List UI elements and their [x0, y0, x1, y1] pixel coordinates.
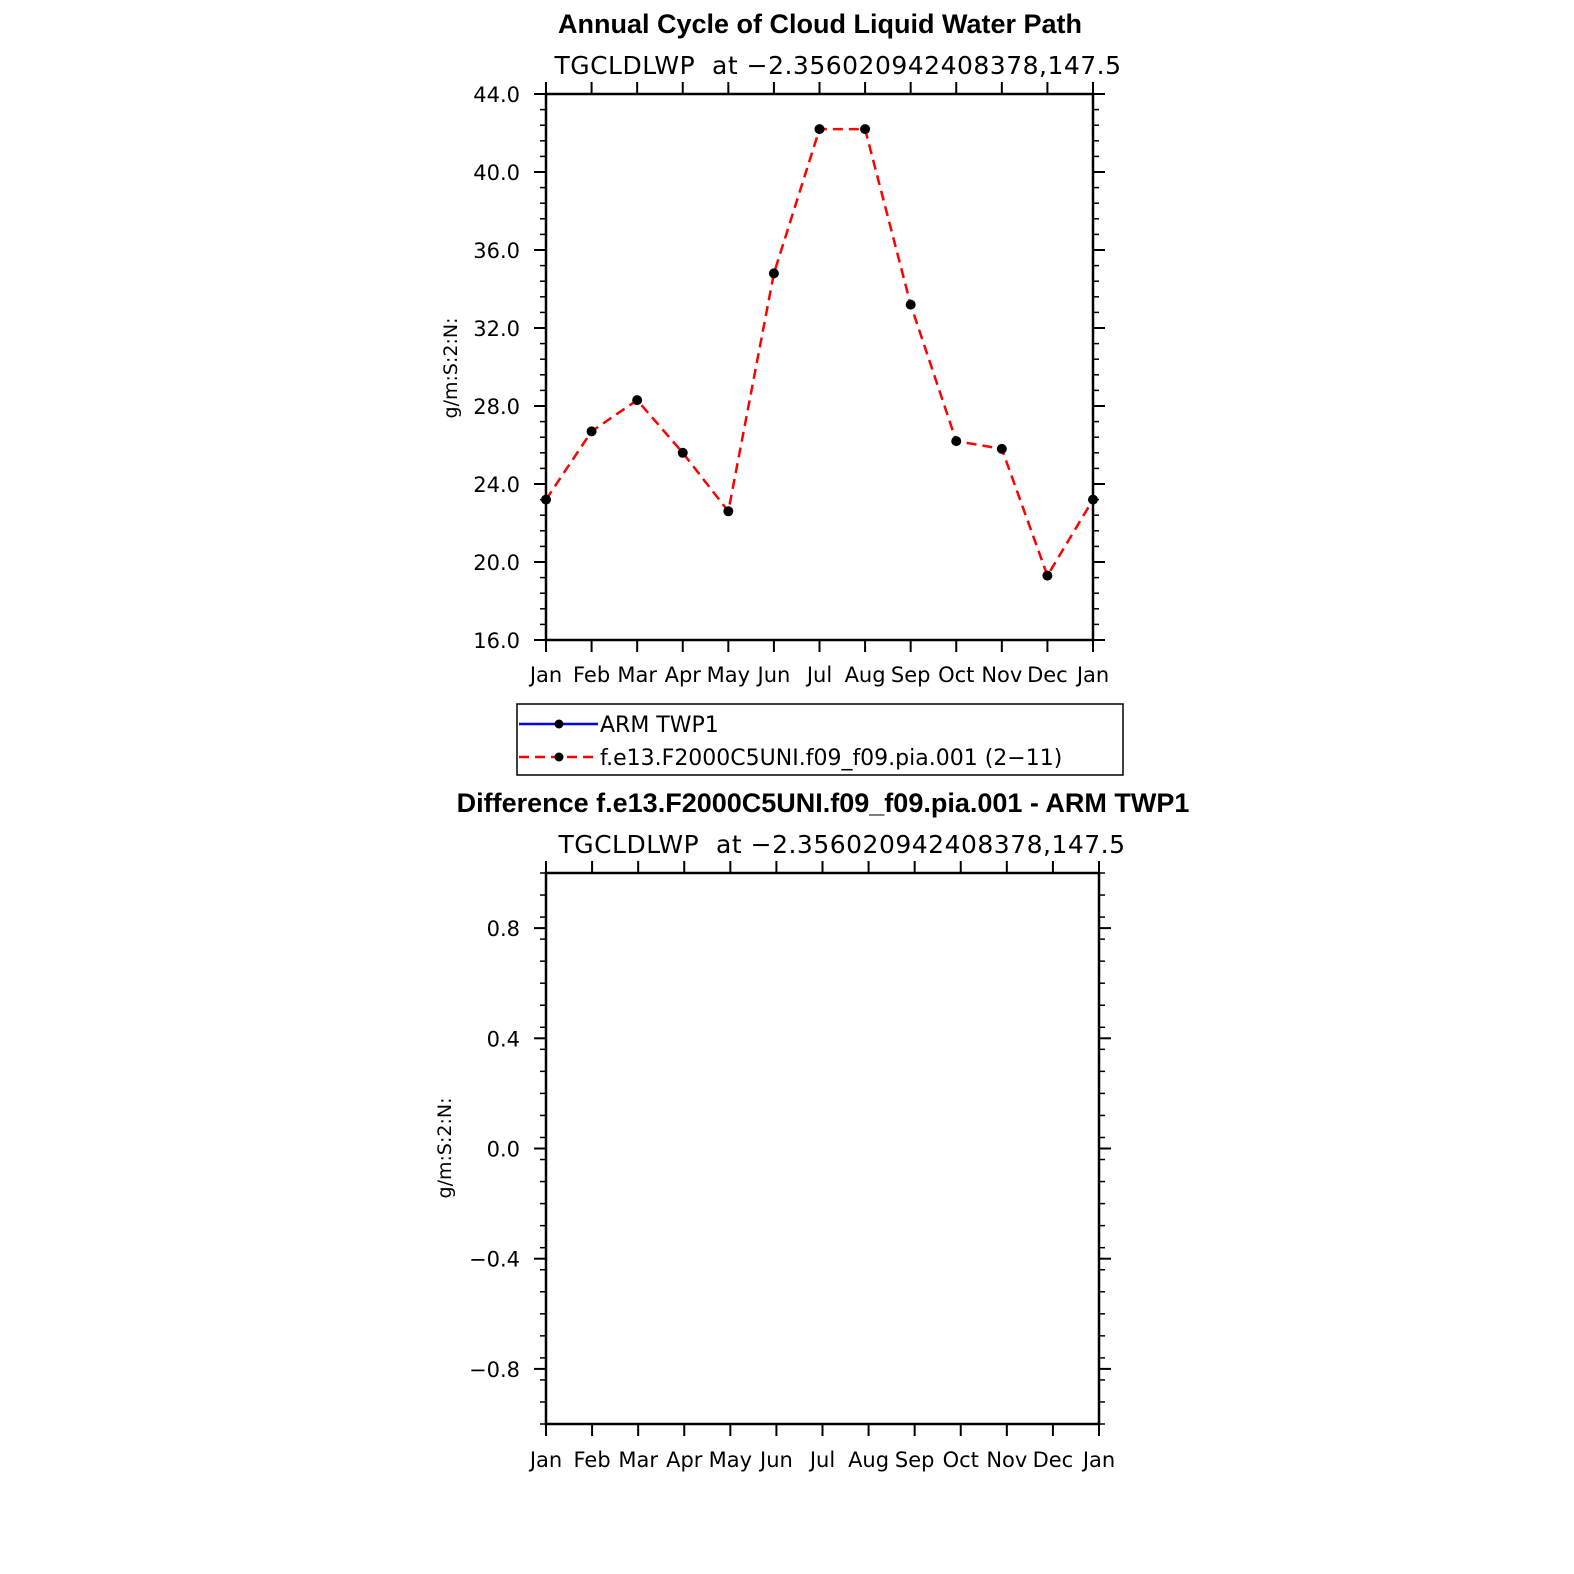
x-tick-label: Aug [844, 663, 886, 687]
data-point-apr [678, 448, 688, 458]
y-tick-label: 0.4 [486, 1027, 520, 1052]
x-tick-label: Apr [664, 663, 701, 687]
difference-panel [434, 788, 1189, 1472]
x-tick-label: Apr [666, 1448, 703, 1472]
x-tick-label: Feb [572, 663, 611, 687]
data-point-nov [997, 444, 1007, 454]
data-point-jan [1088, 495, 1098, 505]
x-tick-label: Oct [938, 663, 975, 687]
y-tick-label: 32.0 [473, 317, 520, 341]
y-tick-label: −0.8 [469, 1357, 520, 1382]
y-tick-label: 16.0 [473, 629, 520, 653]
x-tick-label: Mar [617, 663, 657, 687]
plot-axes [473, 82, 1109, 687]
y-tick-label: 0.8 [486, 917, 520, 942]
data-point-aug [860, 124, 870, 134]
y-tick-label: 20.0 [473, 551, 520, 575]
x-tick-label: Mar [618, 1448, 658, 1472]
chart-subtitle: TGCLDLWP at −2.356020942408378,147.5 [554, 51, 1122, 80]
data-point-mar [632, 395, 642, 405]
legend-entry-model [519, 746, 1062, 771]
x-tick-label: Jan [529, 663, 563, 687]
data-point-oct [951, 436, 961, 446]
x-tick-label: Dec [1032, 1448, 1074, 1472]
x-tick-label: Nov [981, 663, 1023, 687]
series-line-1 [546, 129, 1093, 576]
data-point-dec [1042, 571, 1052, 581]
x-tick-label: Nov [986, 1448, 1028, 1472]
chart-title: Difference f.e13.F2000C5UNI.f09_f09.pia.001 - ARM TWP1 [456, 788, 1190, 818]
plot-frame [546, 94, 1093, 640]
x-tick-label: May [708, 1448, 753, 1472]
x-tick-label: Dec [1027, 663, 1068, 687]
x-tick-label: Jan [1082, 1448, 1116, 1472]
y-axis-label: g/m:S:2:N: [434, 1097, 456, 1199]
x-tick-label: Feb [573, 1448, 611, 1472]
x-tick-label: Jun [757, 663, 791, 687]
chart-title: Annual Cycle of Cloud Liquid Water Path [557, 9, 1083, 39]
data-point-sep [906, 300, 916, 310]
annual-cycle-panel [440, 9, 1122, 687]
legend [517, 704, 1123, 775]
y-tick-label: 0.0 [486, 1137, 520, 1162]
x-tick-label: Sep [894, 1448, 935, 1472]
data-point-jan [541, 495, 551, 505]
x-tick-label: Sep [890, 663, 931, 687]
data-point-jul [815, 124, 825, 134]
y-tick-label: 44.0 [473, 83, 520, 107]
x-tick-label: Jan [1076, 663, 1110, 687]
plot-axes [469, 861, 1115, 1472]
x-tick-label: Jul [806, 663, 833, 687]
x-tick-label: Oct [942, 1448, 979, 1472]
legend-label-arm: ARM TWP1 [600, 713, 719, 738]
x-tick-label: May [706, 663, 751, 687]
data-point-may [723, 506, 733, 516]
plot-marks [541, 124, 1098, 581]
y-tick-label: −0.4 [469, 1247, 520, 1272]
legend-marker-arm [555, 720, 564, 729]
x-tick-label: Jul [809, 1448, 836, 1472]
y-tick-label: 28.0 [473, 395, 520, 419]
y-tick-label: 36.0 [473, 239, 520, 263]
x-tick-label: Jun [760, 1448, 793, 1472]
y-tick-label: 40.0 [473, 161, 520, 185]
chart-subtitle: TGCLDLWP at −2.356020942408378,147.5 [558, 830, 1126, 859]
x-tick-label: Jan [529, 1448, 563, 1472]
data-point-jun [769, 268, 779, 278]
y-tick-label: 24.0 [473, 473, 520, 497]
y-axis-label: g/m:S:2:N: [440, 317, 462, 419]
x-tick-label: Aug [848, 1448, 890, 1472]
plot-frame [546, 873, 1099, 1424]
data-point-feb [587, 426, 597, 436]
legend-marker-model [555, 753, 564, 762]
legend-label-model: f.e13.F2000C5UNI.f09_f09.pia.001 (2−11) [600, 746, 1063, 771]
